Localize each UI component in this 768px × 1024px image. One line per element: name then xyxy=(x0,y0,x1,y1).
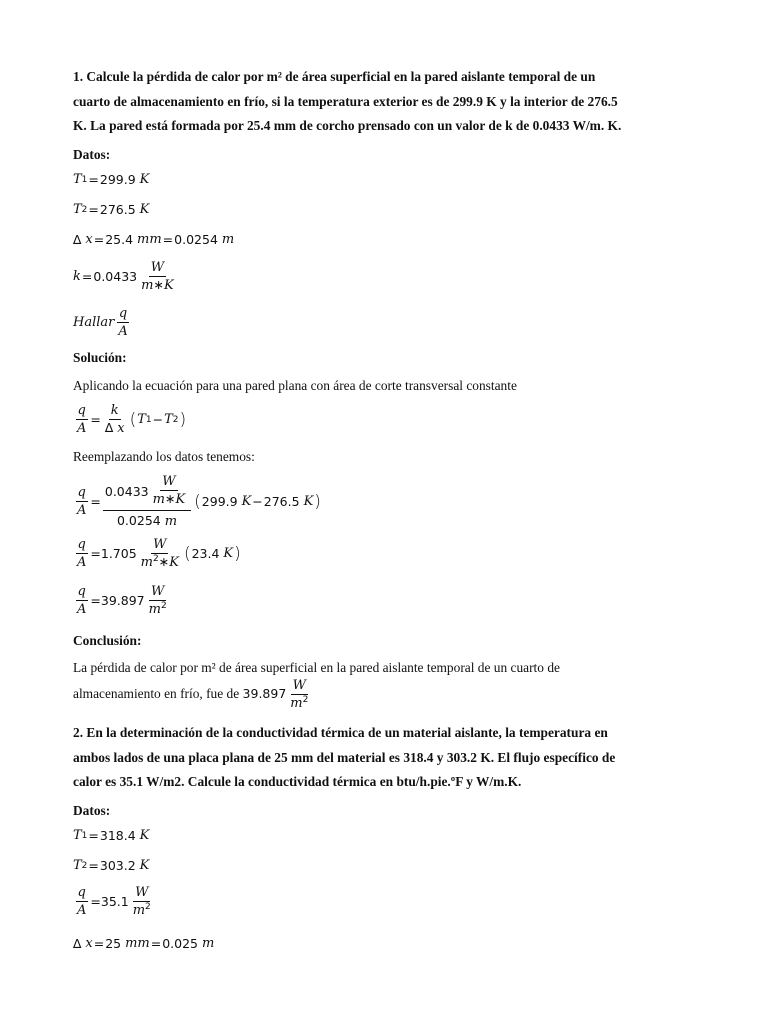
statement-line: cuarto de almacenamiento en frío, si la temperatura exterior es de 299.9 K y la interior de 276.5 xyxy=(73,93,618,109)
equation-delta-x: ∆ x = 25.4 mm = 0.0254 m xyxy=(73,232,235,247)
fraction-k-over-dx: 0.0433 $\frac{W}{m∗K}$ 0.0254 m xyxy=(103,474,191,529)
reemplazando-text: Reemplazando los datos tenemos: xyxy=(73,449,255,464)
statement-line: 2. En la determinación de la conductividad térmica de un material aislante, la temperatura en xyxy=(73,725,608,740)
equation-delta-x-2: ∆ x = 25 mm = 0.025 m xyxy=(73,936,215,951)
equation-k: k = 0.0433 $\frac{W}{m∗K}$ xyxy=(73,260,174,293)
datos-heading: Datos: xyxy=(73,147,111,162)
fraction-w-mk: $\frac{W}{m∗K}$ xyxy=(141,260,174,293)
statement-line: ambos lados de una placa plana de 25 mm del material es 318.4 y 303.2 K. El flujo específico de xyxy=(73,749,616,765)
equation-substituted: $\frac{q}{A}$ = 0.0433 $\frac{W}{m∗K}$ 0.0254 m ( 299.9 K − 276.5 K ) xyxy=(77,474,321,529)
problem-1-statement xyxy=(73,65,693,139)
solucion-text: Aplicando la ecuación para una pared plana con área de corte transversal constante xyxy=(73,378,517,393)
statement-line: K. La pared está formada por 25.4 mm de corcho prensado con un valor de k de 0.0433 W/m. K. xyxy=(73,118,622,133)
equation-t1-2: T 1 = 318.4 K xyxy=(73,828,150,843)
statement-line: 1. Calcule la pérdida de calor por m² de área superficial en la pared aislante temporal de un xyxy=(73,69,596,84)
equation-fourier: $\frac{q}{A}$ = $\frac{k}{\Delta x}$ ( T 1 − T 2 ) xyxy=(77,403,187,436)
problem-2-statement xyxy=(73,721,693,795)
equation-hallar: Hallar $\frac{q}{A}$ xyxy=(73,306,128,339)
statement-line: calor es 35.1 W/m2. Calcule la conductividad térmica en btu/h.pie.ºF y W/m.K. xyxy=(73,774,522,789)
equation-t2-2: T 2 = 303.2 K xyxy=(73,858,150,873)
equation-step-2: $\frac{q}{A}$ = 1.705 $\frac{W}{m^2∗K}$ ( 23.4 K ) xyxy=(77,537,241,570)
fraction-q-a: $\frac{q}{A}$ xyxy=(118,306,128,339)
conclusion-line: La pérdida de calor por m² de área superficial en la pared aislante temporal de un cuarto de xyxy=(73,660,560,675)
equation-qa-2: $\frac{q}{A}$ = 35.1 $\frac{W}{m^2}$ xyxy=(77,885,151,918)
equation-t2: T 2 = 276.5 K xyxy=(73,202,150,217)
conclusion-line-2: almacenamiento en frío, fue de 39.897 $\frac{W}{m^2}$ xyxy=(73,678,309,711)
datos-heading-2: Datos: xyxy=(73,803,111,818)
equation-result: $\frac{q}{A}$ = 39.897 $\frac{W}{m^2}$ xyxy=(77,584,167,617)
conclusion-heading: Conclusión: xyxy=(73,633,142,648)
conclusion-text xyxy=(73,656,693,681)
equation-t1: T 1 = 299.9 K xyxy=(73,172,150,187)
solucion-heading: Solución: xyxy=(73,350,127,365)
